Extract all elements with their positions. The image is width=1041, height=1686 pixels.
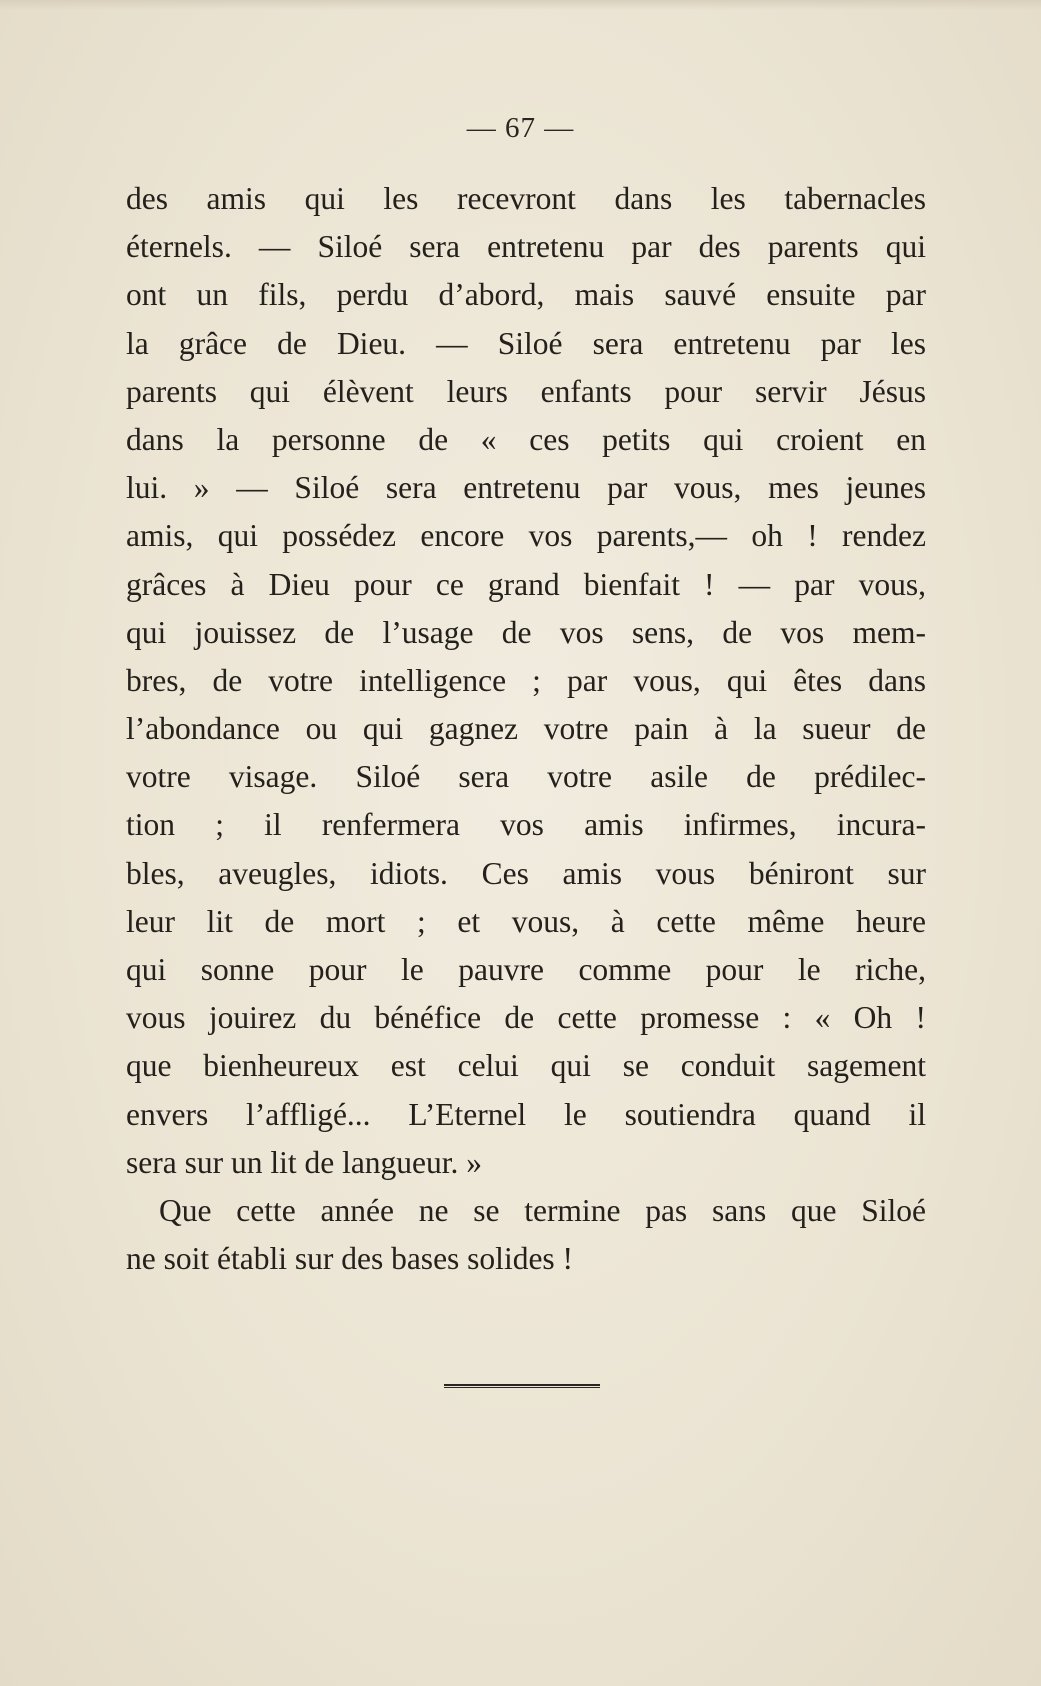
text-line: dans la personne de « ces petits qui croient en [126, 421, 926, 457]
text-line: votre visage. Siloé sera votre asile de prédilec- [126, 759, 926, 795]
text-line: sera sur un lit de langueur. » [126, 1144, 483, 1180]
body-text [126, 175, 926, 1283]
text-line: grâces à Dieu pour ce grand bienfait ! — par vous, [126, 566, 926, 602]
text-line: bles, aveugles, idiots. Ces amis vous béniront sur [126, 855, 926, 891]
text-line: leur lit de mort ; et vous, à cette même heure [126, 903, 926, 939]
paragraph-2 [126, 1187, 926, 1283]
text-line: ne soit établi sur des bases solides ! [126, 1241, 574, 1277]
text-line: Que cette année ne se termine pas sans que Siloé [159, 1192, 926, 1228]
paragraph-1 [126, 175, 926, 1187]
text-line: des amis qui les recevront dans les tabernacles [126, 181, 926, 216]
end-rule-divider [444, 1384, 600, 1388]
text-line: amis, qui possédez encore vos parents,— oh ! rendez [126, 518, 926, 554]
text-line: lui. » — Siloé sera entretenu par vous, mes jeunes [126, 470, 926, 506]
text-line: éternels. — Siloé sera entretenu par des parents qui [126, 229, 926, 265]
text-line: tion ; il renfermera vos amis infirmes, incura- [126, 807, 926, 843]
text-line: qui sonne pour le pauvre comme pour le riche, [126, 952, 926, 987]
page-top-edge [0, 0, 1041, 10]
text-line: vous jouirez du bénéfice de cette promesse : « Oh ! [126, 1000, 926, 1036]
text-line: ont un fils, perdu d’abord, mais sauvé ensuite par [126, 277, 926, 313]
text-line: parents qui élèvent leurs enfants pour servir Jésus [126, 373, 926, 409]
page-number: — 67 — [466, 112, 575, 144]
text-line: que bienheureux est celui qui se conduit sagement [126, 1048, 926, 1084]
text-line: la grâce de Dieu. — Siloé sera entretenu par les [126, 325, 926, 361]
text-line: bres, de votre intelligence ; par vous, qui êtes dans [126, 662, 926, 698]
text-line: envers l’affligé... L’Eternel le soutiendra quand il [126, 1096, 926, 1132]
text-line: qui jouissez de l’usage de vos sens, de vos mem- [126, 614, 926, 650]
text-line: l’abondance ou qui gagnez votre pain à la sueur de [126, 711, 926, 747]
